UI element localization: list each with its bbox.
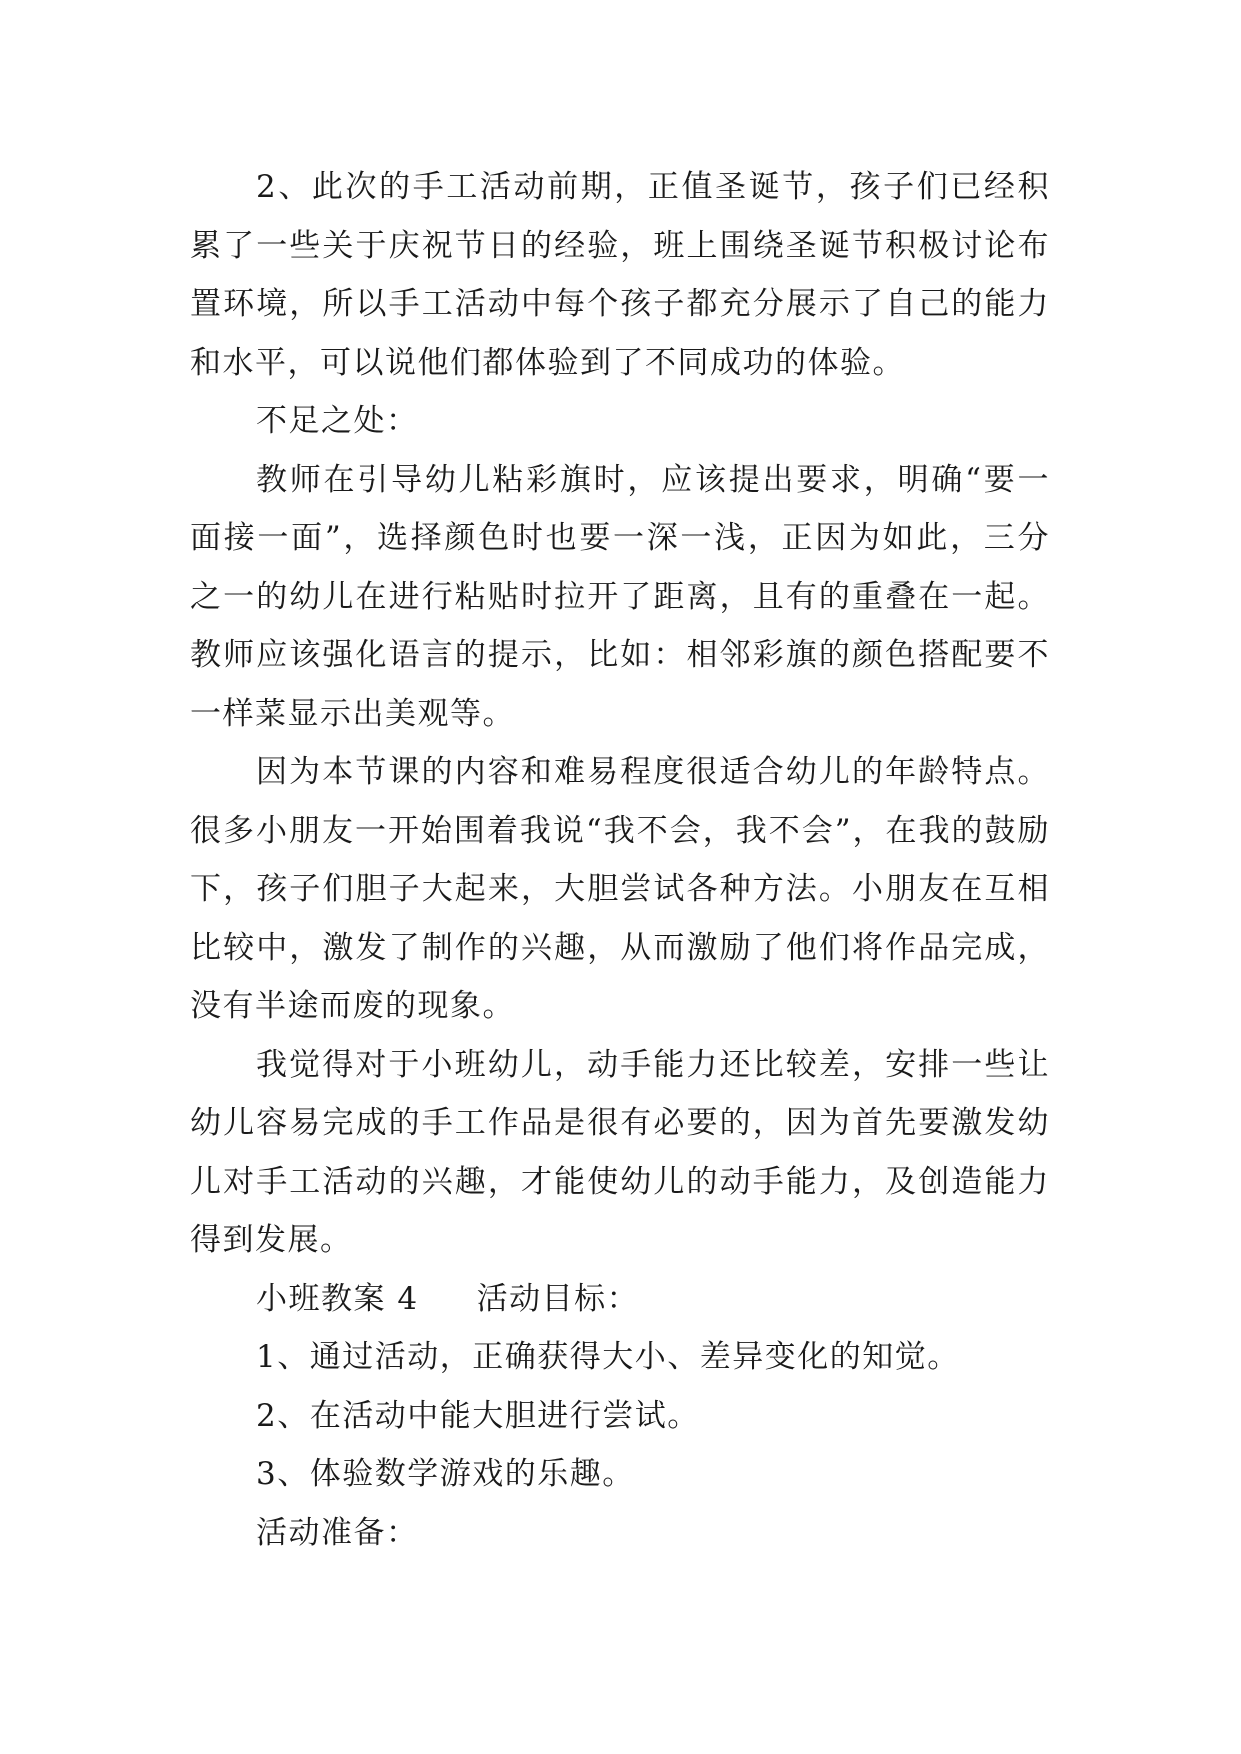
prep-heading: 活动准备： [256, 1514, 419, 1551]
heading-shortcomings: 不足之处： [256, 403, 419, 439]
goal-item: 1、通过活动，正确获得大小、差异变化的知觉。 [256, 1339, 960, 1375]
lesson-heading-line [190, 1270, 1050, 1329]
goals-heading: 活动目标： [476, 1280, 640, 1317]
paragraph-teacher-guidance: 教师在引导幼儿粘彩旗时，应该提出要求，明确“要一面接一面”，选择颜色时也要一深一浅，正因为如此，三分之一的幼儿在进行粘贴时拉开了距离，且有的重叠在一起。教师应该强化语言的提示，比如：相邻彩旗的颜色搭配要不一样菜显示出美观等。 [190, 461, 1050, 732]
goal-item: 2、在活动中能大胆进行尝试。 [256, 1397, 700, 1434]
paragraph-conclusion: 我觉得对于小班幼儿，动手能力还比较差，安排一些让幼儿容易完成的手工作品是很有必要的，因为首先要激发幼儿对手工活动的兴趣，才能使幼儿的动手能力，及创造能力得到发展。 [190, 1046, 1050, 1258]
lesson-heading: 小班教案 4 [256, 1280, 419, 1317]
paragraph-age-appropriate: 因为本节课的内容和难易程度很适合幼儿的年龄特点。很多小朋友一开始围着我说“我不会，我不会”，在我的鼓励下，孩子们胆子大起来，大胆尝试各种方法。小朋友在互相比较中，激发了制作的兴趣，从而激励了他们将作品完成，没有半途而废的现象。 [190, 754, 1050, 1024]
document-body [190, 158, 1050, 1562]
paragraph-reflection-2: 2、此次的手工活动前期，正值圣诞节，孩子们已经积累了一些关于庆祝节日的经验，班上围绕圣诞节积极讨论布置环境，所以手工活动中每个孩子都充分展示了自己的能力和水平，可以说他们都体验到了不同成功的体验。 [190, 169, 1050, 381]
goal-item: 3、体验数学游戏的乐趣。 [256, 1456, 635, 1492]
